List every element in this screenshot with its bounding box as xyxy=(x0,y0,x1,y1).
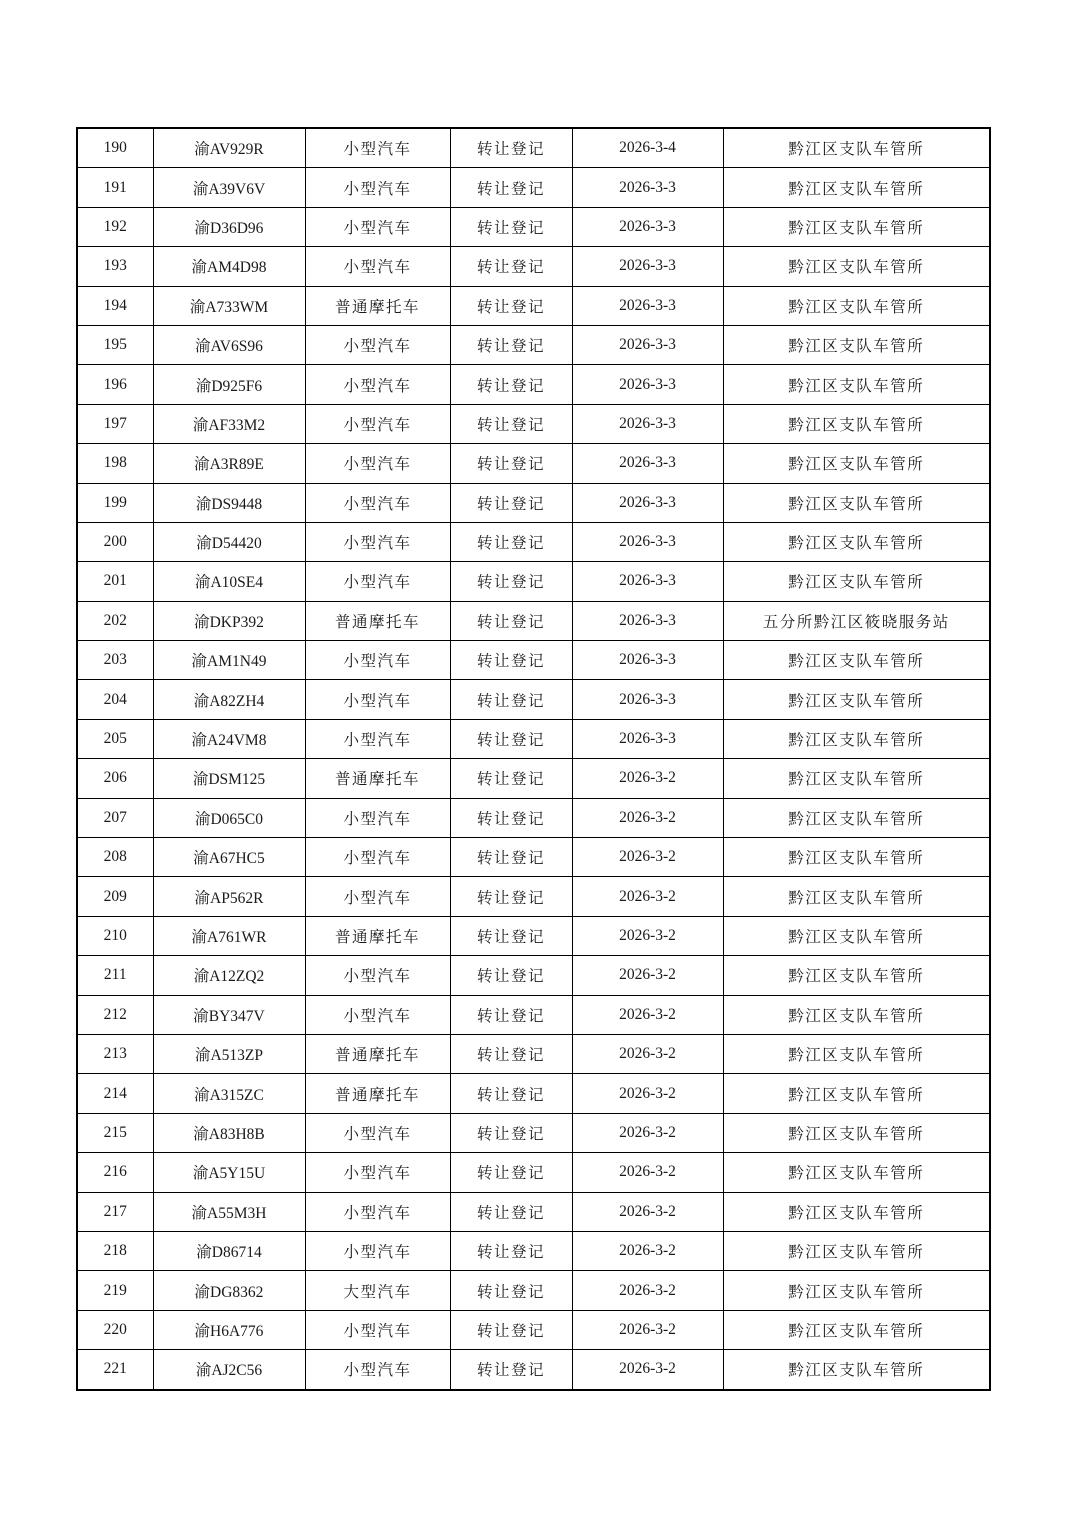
date-cell: 2026-3-2 xyxy=(572,1034,723,1073)
plate-number-cell: 渝AF33M2 xyxy=(153,404,305,443)
plate-number-cell: 渝A12ZQ2 xyxy=(153,956,305,995)
table-row xyxy=(77,444,990,483)
table-row xyxy=(77,956,990,995)
date-cell: 2026-3-3 xyxy=(572,286,723,325)
row-number-cell: 215 xyxy=(77,1113,153,1152)
office-cell: 黔江区支队车管所 xyxy=(723,1192,990,1231)
office-cell: 黔江区支队车管所 xyxy=(723,680,990,719)
office-cell: 黔江区支队车管所 xyxy=(723,1034,990,1073)
business-type-cell: 转让登记 xyxy=(450,365,572,404)
office-cell: 黔江区支队车管所 xyxy=(723,995,990,1034)
business-type-cell: 转让登记 xyxy=(450,522,572,561)
row-number-cell: 217 xyxy=(77,1192,153,1231)
vehicle-type-cell: 普通摩托车 xyxy=(305,916,450,955)
plate-number-cell: 渝A513ZP xyxy=(153,1034,305,1073)
business-type-cell: 转让登记 xyxy=(450,483,572,522)
date-cell: 2026-3-2 xyxy=(572,995,723,1034)
row-number-cell: 199 xyxy=(77,483,153,522)
table-row xyxy=(77,483,990,522)
vehicle-transfer-table xyxy=(76,127,991,1391)
office-cell: 黔江区支队车管所 xyxy=(723,641,990,680)
plate-number-cell: 渝A3R89E xyxy=(153,444,305,483)
business-type-cell: 转让登记 xyxy=(450,128,572,168)
row-number-cell: 196 xyxy=(77,365,153,404)
plate-number-cell: 渝D36D96 xyxy=(153,207,305,246)
date-cell: 2026-3-3 xyxy=(572,522,723,561)
date-cell: 2026-3-3 xyxy=(572,719,723,758)
plate-number-cell: 渝AM4D98 xyxy=(153,247,305,286)
business-type-cell: 转让登记 xyxy=(450,1271,572,1310)
row-number-cell: 203 xyxy=(77,641,153,680)
date-cell: 2026-3-2 xyxy=(572,1231,723,1270)
plate-number-cell: 渝D54420 xyxy=(153,522,305,561)
date-cell: 2026-3-2 xyxy=(572,1153,723,1192)
plate-number-cell: 渝DKP392 xyxy=(153,601,305,640)
date-cell: 2026-3-3 xyxy=(572,641,723,680)
vehicle-type-cell: 小型汽车 xyxy=(305,995,450,1034)
table-row xyxy=(77,759,990,798)
office-cell: 黔江区支队车管所 xyxy=(723,798,990,837)
plate-number-cell: 渝AV929R xyxy=(153,128,305,168)
date-cell: 2026-3-2 xyxy=(572,1113,723,1152)
business-type-cell: 转让登记 xyxy=(450,877,572,916)
business-type-cell: 转让登记 xyxy=(450,759,572,798)
business-type-cell: 转让登记 xyxy=(450,601,572,640)
date-cell: 2026-3-3 xyxy=(572,325,723,364)
row-number-cell: 198 xyxy=(77,444,153,483)
plate-number-cell: 渝A315ZC xyxy=(153,1074,305,1113)
plate-number-cell: 渝AM1N49 xyxy=(153,641,305,680)
table-row xyxy=(77,365,990,404)
row-number-cell: 193 xyxy=(77,247,153,286)
row-number-cell: 210 xyxy=(77,916,153,955)
office-cell: 黔江区支队车管所 xyxy=(723,1153,990,1192)
table-row xyxy=(77,1113,990,1152)
business-type-cell: 转让登记 xyxy=(450,1192,572,1231)
row-number-cell: 201 xyxy=(77,562,153,601)
vehicle-type-cell: 小型汽车 xyxy=(305,956,450,995)
vehicle-type-cell: 小型汽车 xyxy=(305,641,450,680)
plate-number-cell: 渝A82ZH4 xyxy=(153,680,305,719)
office-cell: 黔江区支队车管所 xyxy=(723,483,990,522)
table-row xyxy=(77,877,990,916)
table-row xyxy=(77,995,990,1034)
table-row xyxy=(77,601,990,640)
business-type-cell: 转让登记 xyxy=(450,1153,572,1192)
plate-number-cell: 渝DG8362 xyxy=(153,1271,305,1310)
office-cell: 黔江区支队车管所 xyxy=(723,1231,990,1270)
date-cell: 2026-3-2 xyxy=(572,916,723,955)
vehicle-type-cell: 小型汽车 xyxy=(305,719,450,758)
vehicle-type-cell: 小型汽车 xyxy=(305,128,450,168)
office-cell: 黔江区支队车管所 xyxy=(723,877,990,916)
office-cell: 黔江区支队车管所 xyxy=(723,1074,990,1113)
row-number-cell: 212 xyxy=(77,995,153,1034)
date-cell: 2026-3-3 xyxy=(572,404,723,443)
plate-number-cell: 渝A733WM xyxy=(153,286,305,325)
table-row xyxy=(77,1153,990,1192)
table-row xyxy=(77,207,990,246)
office-cell: 黔江区支队车管所 xyxy=(723,207,990,246)
plate-number-cell: 渝A10SE4 xyxy=(153,562,305,601)
row-number-cell: 190 xyxy=(77,128,153,168)
table-body xyxy=(77,128,990,1390)
business-type-cell: 转让登记 xyxy=(450,1231,572,1270)
date-cell: 2026-3-3 xyxy=(572,680,723,719)
date-cell: 2026-3-2 xyxy=(572,1310,723,1349)
vehicle-type-cell: 普通摩托车 xyxy=(305,759,450,798)
vehicle-type-cell: 小型汽车 xyxy=(305,483,450,522)
office-cell: 黔江区支队车管所 xyxy=(723,916,990,955)
vehicle-type-cell: 普通摩托车 xyxy=(305,1034,450,1073)
vehicle-type-cell: 小型汽车 xyxy=(305,168,450,207)
office-cell: 黔江区支队车管所 xyxy=(723,759,990,798)
vehicle-type-cell: 小型汽车 xyxy=(305,838,450,877)
business-type-cell: 转让登记 xyxy=(450,1350,572,1390)
vehicle-type-cell: 小型汽车 xyxy=(305,798,450,837)
date-cell: 2026-3-3 xyxy=(572,562,723,601)
plate-number-cell: 渝A67HC5 xyxy=(153,838,305,877)
table-row xyxy=(77,916,990,955)
plate-number-cell: 渝DSM125 xyxy=(153,759,305,798)
table-row xyxy=(77,522,990,561)
table-row xyxy=(77,1271,990,1310)
plate-number-cell: 渝D065C0 xyxy=(153,798,305,837)
business-type-cell: 转让登记 xyxy=(450,207,572,246)
plate-number-cell: 渝A39V6V xyxy=(153,168,305,207)
vehicle-type-cell: 小型汽车 xyxy=(305,680,450,719)
vehicle-type-cell: 小型汽车 xyxy=(305,1231,450,1270)
business-type-cell: 转让登记 xyxy=(450,838,572,877)
vehicle-type-cell: 普通摩托车 xyxy=(305,1074,450,1113)
row-number-cell: 219 xyxy=(77,1271,153,1310)
business-type-cell: 转让登记 xyxy=(450,286,572,325)
office-cell: 黔江区支队车管所 xyxy=(723,562,990,601)
vehicle-type-cell: 小型汽车 xyxy=(305,877,450,916)
vehicle-type-cell: 大型汽车 xyxy=(305,1271,450,1310)
plate-number-cell: 渝A24VM8 xyxy=(153,719,305,758)
business-type-cell: 转让登记 xyxy=(450,1310,572,1349)
vehicle-type-cell: 小型汽车 xyxy=(305,1113,450,1152)
table-row xyxy=(77,1192,990,1231)
business-type-cell: 转让登记 xyxy=(450,680,572,719)
vehicle-type-cell: 小型汽车 xyxy=(305,522,450,561)
vehicle-type-cell: 普通摩托车 xyxy=(305,286,450,325)
vehicle-type-cell: 小型汽车 xyxy=(305,325,450,364)
row-number-cell: 197 xyxy=(77,404,153,443)
office-cell: 五分所黔江区筱晓服务站 xyxy=(723,601,990,640)
business-type-cell: 转让登记 xyxy=(450,444,572,483)
row-number-cell: 192 xyxy=(77,207,153,246)
row-number-cell: 209 xyxy=(77,877,153,916)
row-number-cell: 216 xyxy=(77,1153,153,1192)
row-number-cell: 221 xyxy=(77,1350,153,1390)
office-cell: 黔江区支队车管所 xyxy=(723,365,990,404)
date-cell: 2026-3-2 xyxy=(572,798,723,837)
business-type-cell: 转让登记 xyxy=(450,641,572,680)
plate-number-cell: 渝DS9448 xyxy=(153,483,305,522)
date-cell: 2026-3-3 xyxy=(572,444,723,483)
table-row xyxy=(77,286,990,325)
date-cell: 2026-3-3 xyxy=(572,601,723,640)
plate-number-cell: 渝A55M3H xyxy=(153,1192,305,1231)
plate-number-cell: 渝BY347V xyxy=(153,995,305,1034)
table-row xyxy=(77,1074,990,1113)
row-number-cell: 207 xyxy=(77,798,153,837)
row-number-cell: 194 xyxy=(77,286,153,325)
row-number-cell: 208 xyxy=(77,838,153,877)
office-cell: 黔江区支队车管所 xyxy=(723,1310,990,1349)
table-row xyxy=(77,325,990,364)
plate-number-cell: 渝A761WR xyxy=(153,916,305,955)
row-number-cell: 195 xyxy=(77,325,153,364)
office-cell: 黔江区支队车管所 xyxy=(723,522,990,561)
business-type-cell: 转让登记 xyxy=(450,916,572,955)
plate-number-cell: 渝AP562R xyxy=(153,877,305,916)
date-cell: 2026-3-2 xyxy=(572,1074,723,1113)
table-row xyxy=(77,168,990,207)
office-cell: 黔江区支队车管所 xyxy=(723,838,990,877)
office-cell: 黔江区支队车管所 xyxy=(723,404,990,443)
table-row xyxy=(77,404,990,443)
row-number-cell: 206 xyxy=(77,759,153,798)
business-type-cell: 转让登记 xyxy=(450,1074,572,1113)
office-cell: 黔江区支队车管所 xyxy=(723,1271,990,1310)
table-row xyxy=(77,719,990,758)
office-cell: 黔江区支队车管所 xyxy=(723,325,990,364)
plate-number-cell: 渝AV6S96 xyxy=(153,325,305,364)
date-cell: 2026-3-2 xyxy=(572,759,723,798)
business-type-cell: 转让登记 xyxy=(450,995,572,1034)
table-row xyxy=(77,247,990,286)
date-cell: 2026-3-3 xyxy=(572,365,723,404)
table-row xyxy=(77,838,990,877)
vehicle-type-cell: 小型汽车 xyxy=(305,444,450,483)
business-type-cell: 转让登记 xyxy=(450,798,572,837)
date-cell: 2026-3-2 xyxy=(572,956,723,995)
vehicle-type-cell: 小型汽车 xyxy=(305,562,450,601)
table-row xyxy=(77,1350,990,1390)
date-cell: 2026-3-3 xyxy=(572,168,723,207)
office-cell: 黔江区支队车管所 xyxy=(723,168,990,207)
table-row xyxy=(77,1034,990,1073)
office-cell: 黔江区支队车管所 xyxy=(723,956,990,995)
row-number-cell: 213 xyxy=(77,1034,153,1073)
date-cell: 2026-3-2 xyxy=(572,1271,723,1310)
table-row xyxy=(77,680,990,719)
row-number-cell: 191 xyxy=(77,168,153,207)
business-type-cell: 转让登记 xyxy=(450,1113,572,1152)
row-number-cell: 200 xyxy=(77,522,153,561)
row-number-cell: 211 xyxy=(77,956,153,995)
business-type-cell: 转让登记 xyxy=(450,562,572,601)
plate-number-cell: 渝H6A776 xyxy=(153,1310,305,1349)
office-cell: 黔江区支队车管所 xyxy=(723,444,990,483)
vehicle-type-cell: 小型汽车 xyxy=(305,207,450,246)
vehicle-type-cell: 小型汽车 xyxy=(305,1192,450,1231)
table-row xyxy=(77,641,990,680)
table-row xyxy=(77,1310,990,1349)
business-type-cell: 转让登记 xyxy=(450,719,572,758)
office-cell: 黔江区支队车管所 xyxy=(723,1113,990,1152)
office-cell: 黔江区支队车管所 xyxy=(723,719,990,758)
plate-number-cell: 渝AJ2C56 xyxy=(153,1350,305,1390)
row-number-cell: 205 xyxy=(77,719,153,758)
office-cell: 黔江区支队车管所 xyxy=(723,1350,990,1390)
business-type-cell: 转让登记 xyxy=(450,325,572,364)
table-row xyxy=(77,798,990,837)
vehicle-type-cell: 小型汽车 xyxy=(305,1153,450,1192)
business-type-cell: 转让登记 xyxy=(450,168,572,207)
row-number-cell: 214 xyxy=(77,1074,153,1113)
date-cell: 2026-3-4 xyxy=(572,128,723,168)
business-type-cell: 转让登记 xyxy=(450,1034,572,1073)
vehicle-type-cell: 小型汽车 xyxy=(305,1350,450,1390)
row-number-cell: 218 xyxy=(77,1231,153,1270)
row-number-cell: 204 xyxy=(77,680,153,719)
date-cell: 2026-3-3 xyxy=(572,483,723,522)
vehicle-type-cell: 小型汽车 xyxy=(305,404,450,443)
business-type-cell: 转让登记 xyxy=(450,956,572,995)
date-cell: 2026-3-2 xyxy=(572,1350,723,1390)
office-cell: 黔江区支队车管所 xyxy=(723,247,990,286)
date-cell: 2026-3-2 xyxy=(572,877,723,916)
plate-number-cell: 渝A5Y15U xyxy=(153,1153,305,1192)
office-cell: 黔江区支队车管所 xyxy=(723,286,990,325)
table-row xyxy=(77,562,990,601)
plate-number-cell: 渝A83H8B xyxy=(153,1113,305,1152)
date-cell: 2026-3-2 xyxy=(572,838,723,877)
date-cell: 2026-3-3 xyxy=(572,207,723,246)
vehicle-type-cell: 小型汽车 xyxy=(305,365,450,404)
row-number-cell: 202 xyxy=(77,601,153,640)
plate-number-cell: 渝D86714 xyxy=(153,1231,305,1270)
vehicle-type-cell: 小型汽车 xyxy=(305,1310,450,1349)
business-type-cell: 转让登记 xyxy=(450,404,572,443)
vehicle-type-cell: 小型汽车 xyxy=(305,247,450,286)
plate-number-cell: 渝D925F6 xyxy=(153,365,305,404)
row-number-cell: 220 xyxy=(77,1310,153,1349)
business-type-cell: 转让登记 xyxy=(450,247,572,286)
table-row xyxy=(77,1231,990,1270)
date-cell: 2026-3-2 xyxy=(572,1192,723,1231)
vehicle-type-cell: 普通摩托车 xyxy=(305,601,450,640)
date-cell: 2026-3-3 xyxy=(572,247,723,286)
office-cell: 黔江区支队车管所 xyxy=(723,128,990,168)
table-row xyxy=(77,128,990,168)
